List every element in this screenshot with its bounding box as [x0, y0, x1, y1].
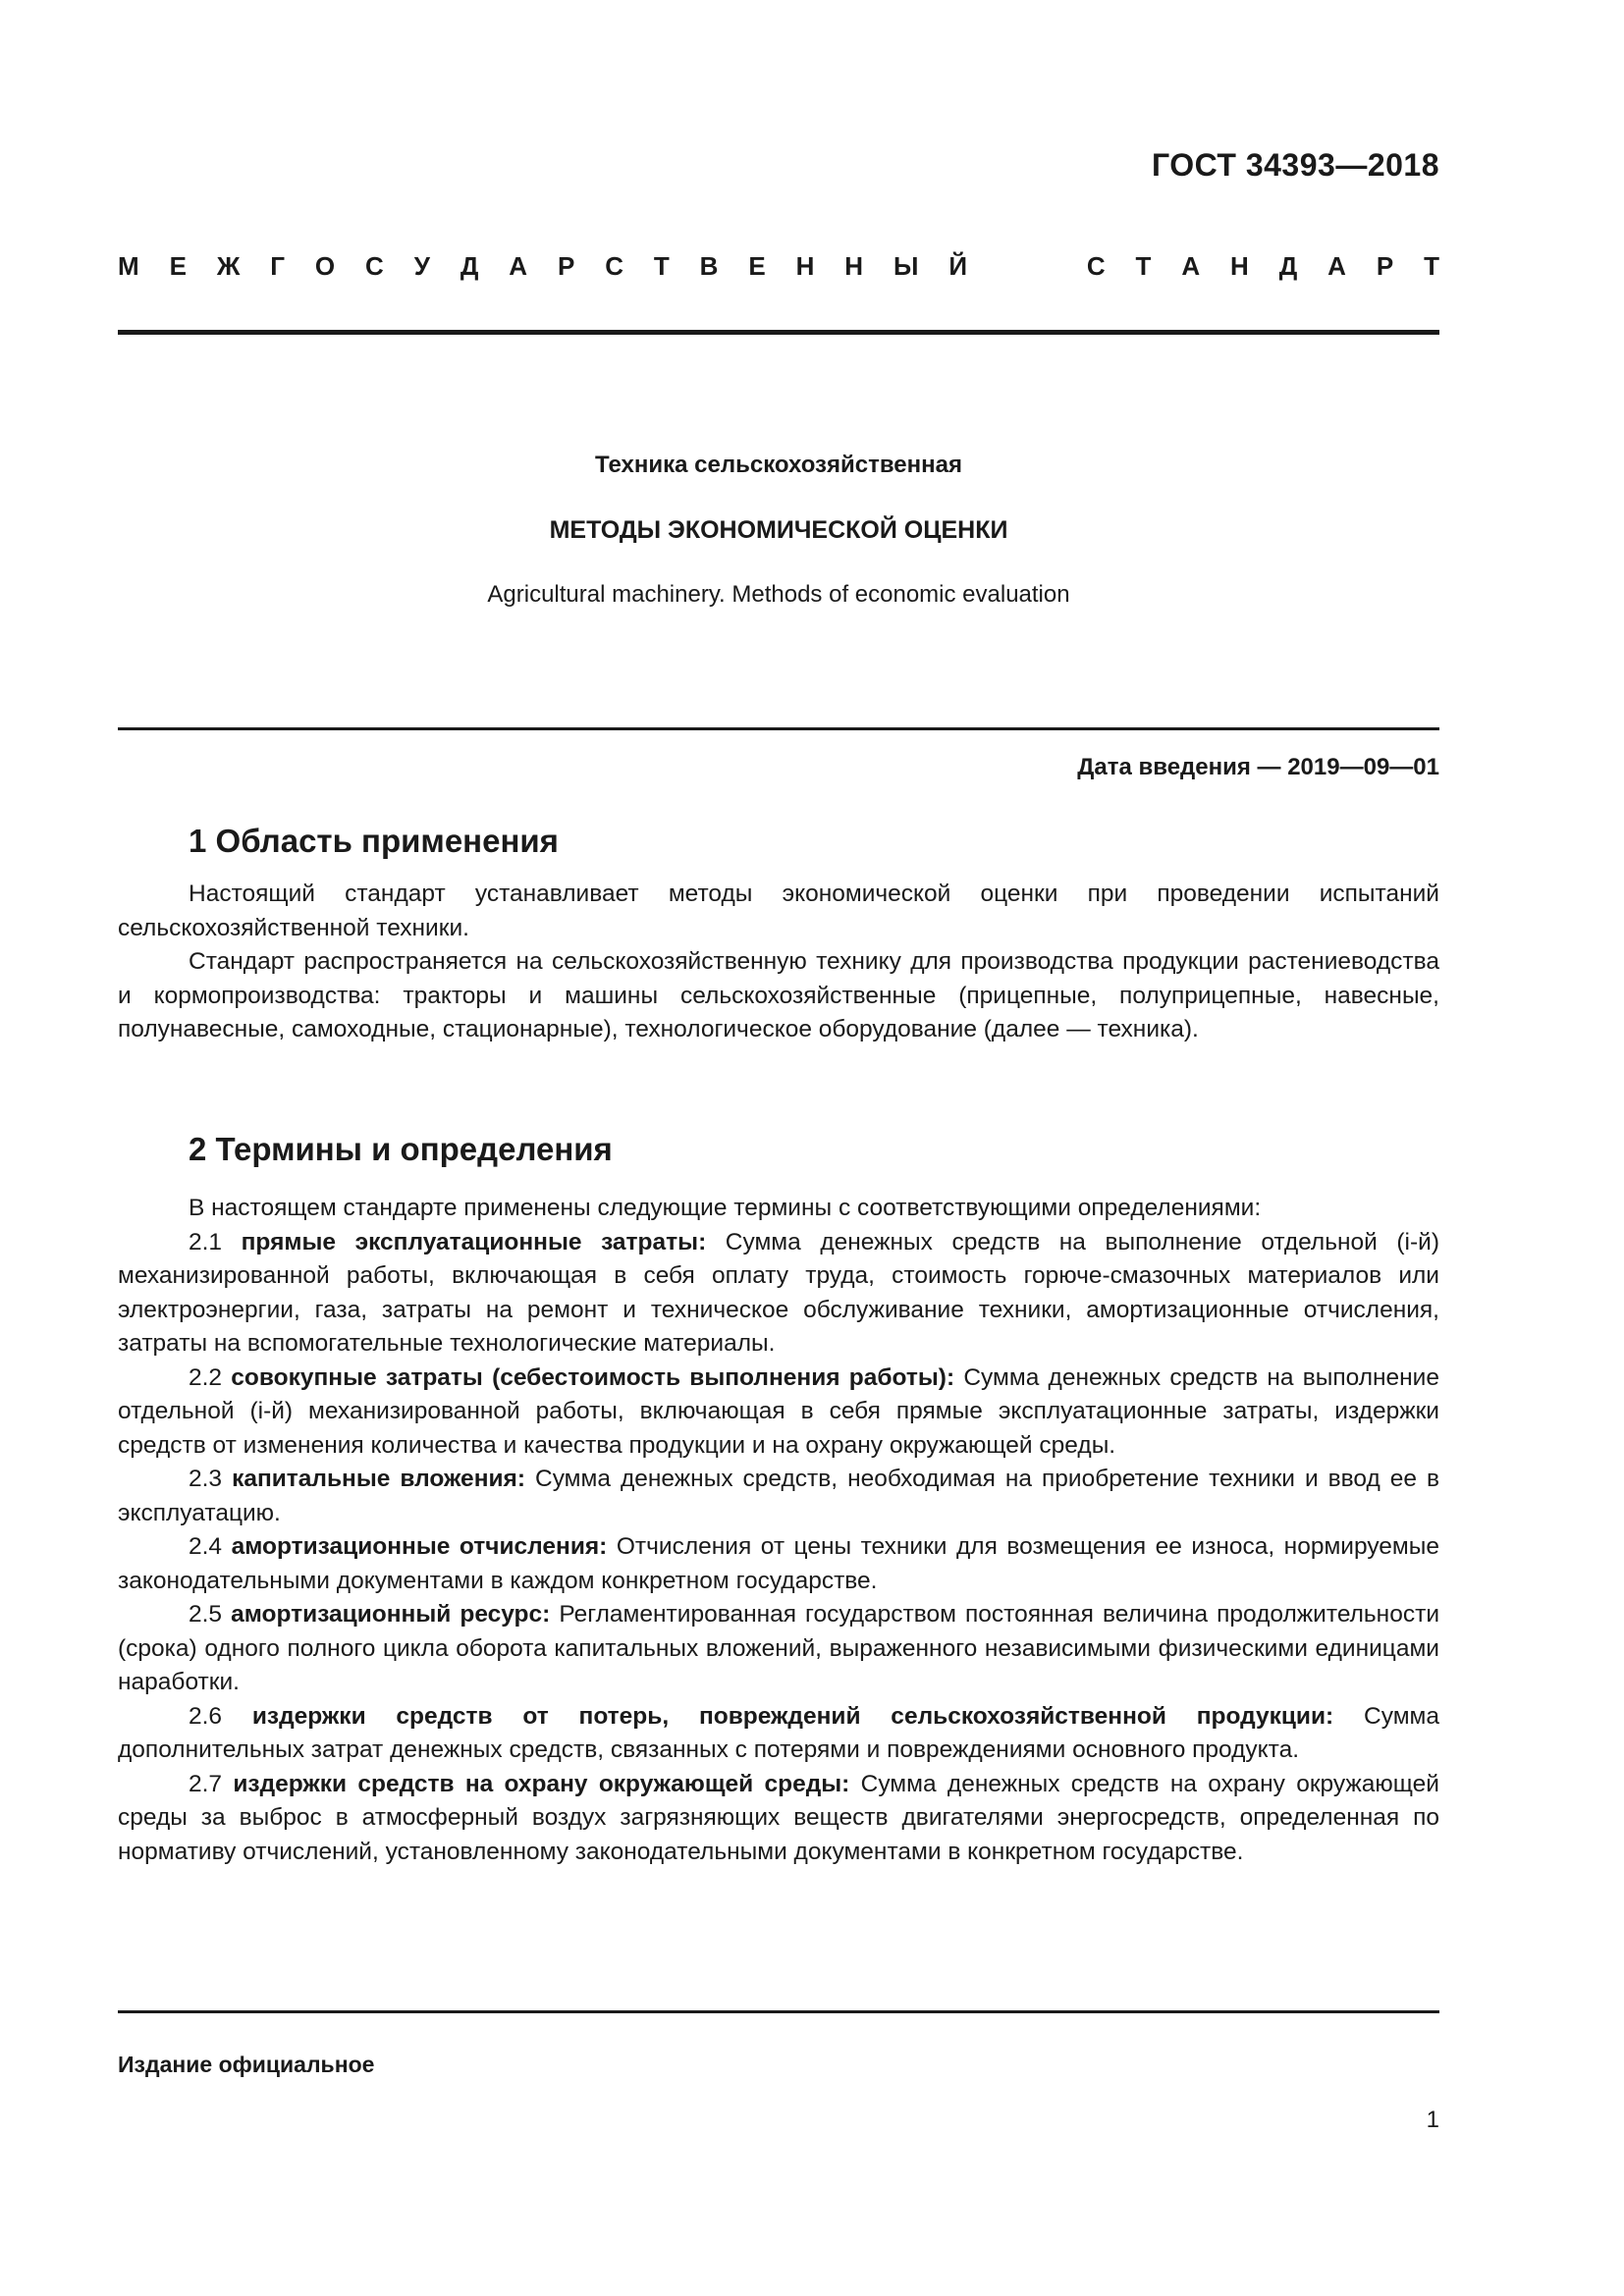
term-definition: Отчисления от цены техники для возмещения ее износа, нормируемые законодательными документами в каждом конкретном государстве. [118, 1533, 1440, 1594]
term-name: прямые эксплуатационные затраты: [241, 1228, 707, 1255]
term-number: 2.4 [189, 1533, 223, 1560]
term-definition: Регламентированная государством постоянная величина продолжительности (срока) одного полного цикла оборота капитальных вложений, выраженного независимыми физическими единицами наработки. [118, 1601, 1439, 1695]
term-name: издержки средств на охрану окружающей среды: [233, 1770, 850, 1797]
document-title-english: Agricultural machinery. Methods of economic evaluation [487, 581, 1070, 608]
standard-letter: С [1086, 251, 1106, 281]
edition-label: Издание официальное [118, 2052, 375, 2077]
word-gap [998, 251, 1056, 282]
interstate-letter: У [413, 251, 430, 281]
term-entry [118, 1768, 1439, 1870]
standard-letter: Н [1230, 251, 1249, 281]
document-title: МЕТОДЫ ЭКОНОМИЧЕСКОЙ ОЦЕНКИ [549, 516, 1008, 544]
standard-letter: Т [1135, 251, 1152, 281]
interstate-letter: Н [844, 251, 864, 281]
standard-letter: Р [1376, 251, 1394, 281]
standard-letter: Д [1278, 251, 1298, 281]
term-number: 2.2 [189, 1363, 223, 1391]
interstate-letter: Г [270, 251, 285, 281]
interstate-standard-label [118, 251, 1439, 282]
interstate-letter: Й [948, 251, 968, 281]
header-divider [118, 330, 1439, 335]
term-entry [118, 1463, 1439, 1530]
term-number: 2.5 [189, 1601, 223, 1628]
standard-letter: Т [1424, 251, 1439, 281]
interstate-letter: Р [557, 251, 575, 281]
section-terms [118, 1131, 1439, 1869]
term-name: амортизационные отчисления: [231, 1533, 608, 1560]
interstate-letter: Е [169, 251, 187, 281]
term-definition: Сумма денежных средств на выполнение отдельной (i-й) механизированной работы, включающая в себя прямые эксплуатационные затраты, издержки средств от изменения количества и качества продукции и на охрану окружающей среды. [118, 1363, 1439, 1459]
term-number: 2.6 [189, 1702, 223, 1730]
interstate-letter: А [509, 251, 528, 281]
term-name: капитальные вложения: [232, 1466, 526, 1492]
paragraph: Стандарт распространяется на сельскохозяйственную технику для производства продукции растениеводства и кормопроизводства: тракторы и машины сельскохозяйственные (прицепные, полуприцепные, навесные, полунавесные, самоходные, стационарные), технологическое оборудование (далее — техника). [118, 948, 1439, 1042]
term-definition: Сумма дополнительных затрат денежных средств, связанных с потерями и повреждениями основного продукта. [118, 1702, 1440, 1763]
term-entry [118, 1700, 1439, 1768]
term-name: совокупные затраты (себестоимость выполнения работы): [231, 1363, 955, 1391]
interstate-letter: С [365, 251, 384, 281]
section-heading: 2 Термины и определения [189, 1131, 613, 1167]
term-name: амортизационный ресурс: [231, 1601, 551, 1628]
term-entry [118, 1530, 1439, 1598]
paragraph: В настоящем стандарте применены следующие термины с соответствующими определениями: [189, 1195, 1262, 1221]
term-entry [118, 1598, 1439, 1700]
term-definition: Сумма денежных средств на выполнение отдельной (i-й) механизированной работы, включающая в себя оплату труда, стоимость горюче-смазочных материалов или электроэнергии, газа, затраты на ремонт и техническое обслуживание техники, амортизационные отчисления, затраты на вспомогательные технологические материалы. [118, 1228, 1439, 1357]
interstate-letter: Ж [216, 251, 241, 281]
term-entry [118, 1226, 1439, 1362]
footer-divider [118, 2010, 1439, 2013]
section-heading: 1 Область применения [189, 823, 559, 859]
interstate-letter: Т [653, 251, 670, 281]
title-divider [118, 727, 1439, 730]
paragraph: Настоящий стандарт устанавливает методы экономической оценки при проведении испытаний сельскохозяйственной техники. [118, 881, 1439, 941]
interstate-letter: Н [795, 251, 815, 281]
standard-letter: А [1327, 251, 1346, 281]
document-subject: Техника сельскохозяйственная [595, 452, 962, 478]
standard-letter: А [1181, 251, 1201, 281]
interstate-letter: О [314, 251, 336, 281]
page-number: 1 [1426, 2107, 1439, 2133]
term-name: издержки средств от потерь, повреждений сельскохозяйственной продукции: [251, 1702, 1334, 1730]
interstate-letter: М [118, 251, 139, 281]
section-scope [118, 823, 1439, 1047]
term-entry [118, 1362, 1439, 1464]
interstate-letter: Ы [893, 251, 919, 281]
term-number: 2.7 [189, 1770, 223, 1797]
term-definition: Сумма денежных средств, необходимая на приобретение техники и ввод ее в эксплуатацию. [118, 1466, 1440, 1526]
interstate-letter: Е [748, 251, 766, 281]
introduction-date: Дата введения — 2019—09—01 [1077, 754, 1439, 780]
term-number: 2.1 [189, 1228, 223, 1255]
interstate-letter: В [699, 251, 719, 281]
interstate-letter: Д [460, 251, 479, 281]
standard-number: ГОСТ 34393—2018 [1151, 147, 1439, 183]
term-definition: Сумма денежных средств на охрану окружающей среды за выброс в атмосферный воздух загрязняющих веществ двигателями энергосредств, определенная по нормативу отчислений, установленному законодательными документами в конкретном государстве. [118, 1770, 1439, 1865]
interstate-letter: С [605, 251, 623, 281]
term-number: 2.3 [189, 1466, 223, 1492]
